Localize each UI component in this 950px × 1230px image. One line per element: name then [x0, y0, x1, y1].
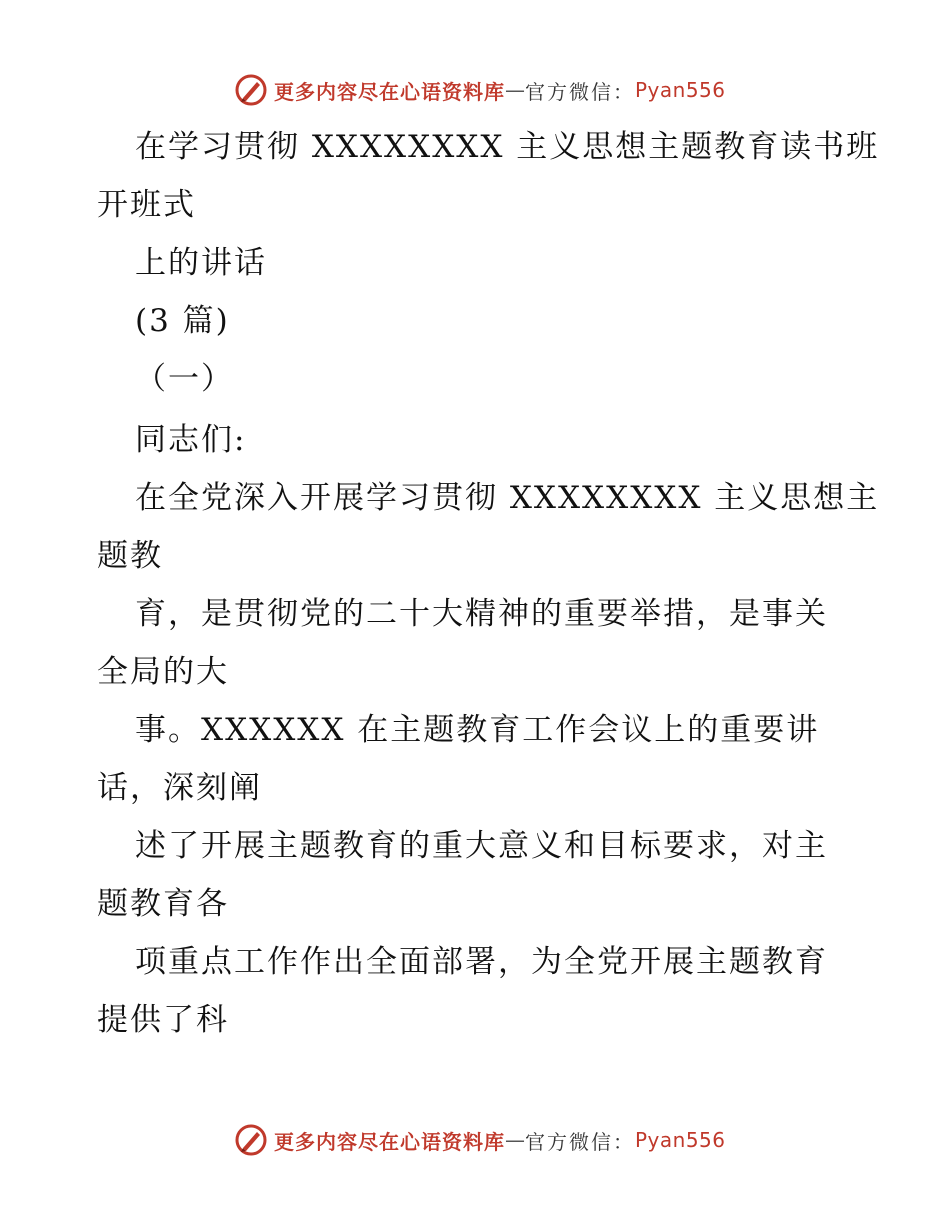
header-banner — [234, 72, 726, 108]
banner-brand-text: 更多内容尽在心语资料库 — [274, 1129, 505, 1154]
pen-nib-logo-icon — [234, 1123, 268, 1157]
text-line: 育，是贯彻党的二十大精神的重要举措，是事关 — [135, 596, 828, 632]
text-line: （一） — [135, 361, 234, 397]
banner-wechat-label: 官方微信： — [525, 79, 635, 104]
text-line: 事。XXXXXX 在主题教育工作会议上的重要讲 — [135, 712, 820, 748]
text-line: 同志们: — [135, 422, 247, 458]
banner-wechat-id: Pyan556 — [635, 1128, 726, 1152]
footer-banner — [234, 1122, 726, 1158]
banner-separator: — — [505, 1128, 525, 1152]
text-line: 全局的大 — [97, 654, 229, 690]
banner-wechat-id: Pyan556 — [635, 78, 726, 102]
text-line: 提供了科 — [97, 1002, 229, 1038]
text-line: 话，深刻阐 — [97, 770, 262, 806]
banner-brand-text: 更多内容尽在心语资料库 — [274, 79, 505, 104]
text-line: 题教育各 — [97, 886, 229, 922]
text-line: 在学习贯彻 XXXXXXXX 主义思想主题教育读书班 — [135, 129, 880, 165]
banner-separator: — — [505, 78, 525, 102]
text-line: (3 篇) — [135, 303, 230, 339]
pen-nib-logo-icon — [234, 73, 268, 107]
text-line: 题教 — [97, 538, 163, 574]
text-line: 述了开展主题教育的重大意义和目标要求，对主 — [135, 828, 828, 864]
text-line: 上的讲话 — [135, 245, 267, 281]
text-line: 项重点工作作出全面部署，为全党开展主题教育 — [135, 944, 828, 980]
text-line: 开班式 — [97, 187, 196, 223]
banner-wechat-label: 官方微信： — [525, 1129, 635, 1154]
text-line: 在全党深入开展学习贯彻 XXXXXXXX 主义思想主 — [135, 480, 880, 516]
